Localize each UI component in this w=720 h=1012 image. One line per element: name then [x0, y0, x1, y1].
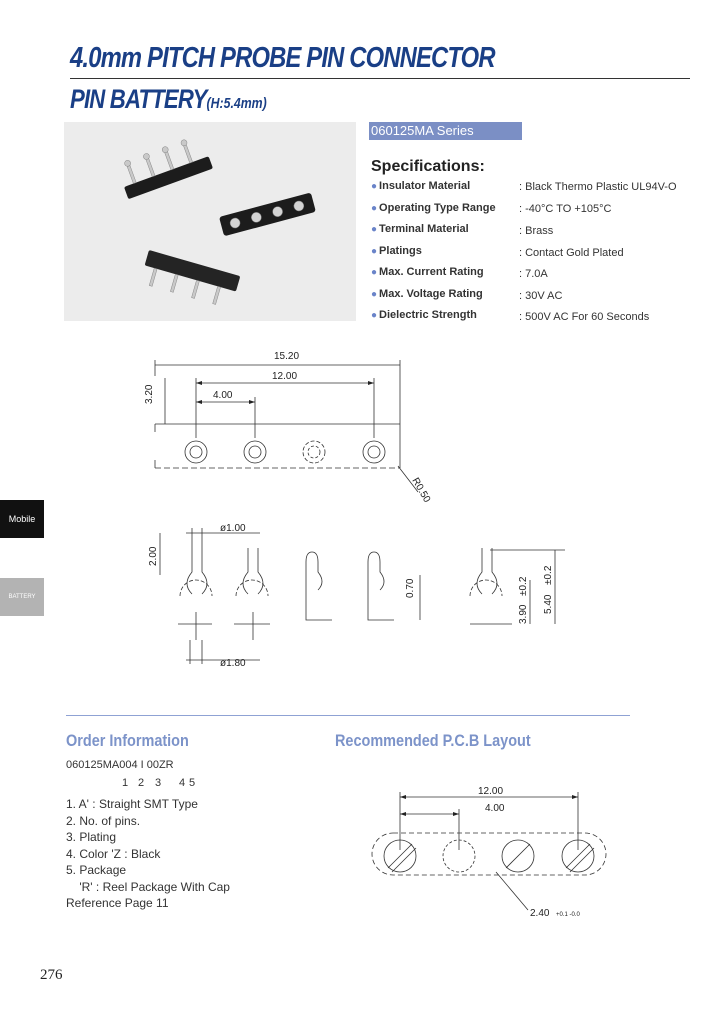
spec-value: : Black Thermo Plastic UL94V-O [519, 181, 677, 193]
spec-label: Max. Current Rating [379, 266, 484, 278]
dim-h4: 5.40 [543, 594, 554, 614]
pcb-dim-span: 12.00 [478, 786, 504, 797]
bullet-icon: ● [371, 267, 378, 278]
spec-label: Dielectric Strength [379, 309, 477, 321]
spec-label: Terminal Material [379, 223, 469, 235]
pcb-dim-pitch: 4.00 [485, 803, 505, 814]
series-label: 060125MA Series [369, 122, 522, 140]
dim-span: 12.00 [272, 371, 298, 382]
spec-value: : 7.0A [519, 268, 548, 280]
dim-h3-tol: ±0.2 [518, 576, 529, 596]
order-num: 4 [179, 777, 186, 789]
bullet-icon: ● [371, 203, 378, 214]
bullet-icon: ● [371, 224, 378, 235]
dim-height: 3.20 [144, 384, 155, 404]
spec-value: : Brass [519, 225, 554, 237]
order-line: 4. Color 'Z : Black [66, 847, 161, 861]
order-num: 3 [155, 777, 162, 789]
order-num: 1 [122, 777, 129, 789]
spec-label: Platings [379, 245, 422, 257]
dim-h3: 3.90 [518, 604, 529, 624]
order-line: 5. Package [66, 863, 127, 877]
order-line: 3. Plating [66, 830, 117, 844]
spec-label: Operating Type Range [379, 202, 496, 214]
bullet-icon: ● [371, 289, 378, 300]
order-num: 5 [189, 777, 196, 789]
order-code: 060125MA004 I 00ZR [66, 759, 174, 771]
pcb-dim-pad-tol: +0.1 -0.0 [556, 912, 580, 918]
order-num: 2 [138, 777, 145, 789]
order-line: 1. A' : Straight SMT Type [66, 797, 198, 811]
dim-total: 15.20 [274, 351, 300, 362]
tab-battery[interactable]: BATTERY [0, 578, 44, 616]
dim-h2: 0.70 [405, 578, 416, 598]
tab-mobile[interactable]: Mobile [0, 500, 44, 538]
spec-value: : -40°C TO +105°C [519, 203, 612, 215]
dim-diameter-1: ø1.00 [220, 523, 246, 534]
pcb-dim-pad: 2.40 [530, 908, 550, 919]
bullet-icon: ● [371, 246, 378, 257]
order-line: Reference Page 11 [66, 896, 169, 910]
dim-pitch: 4.00 [213, 390, 233, 401]
bullet-icon: ● [371, 181, 378, 192]
pcb-heading: Recommended P.C.B Layout [335, 731, 531, 750]
spec-label: Insulator Material [379, 180, 471, 192]
order-heading: Order Information [66, 731, 189, 750]
spec-value: : Contact Gold Plated [519, 247, 624, 259]
order-line: 2. No. of pins. [66, 814, 141, 828]
dim-diameter-2: ø1.80 [220, 658, 246, 669]
dim-radius: R0.50 [409, 476, 433, 505]
dim-h4-tol: ±0.2 [543, 565, 554, 585]
page-number: 276 [40, 967, 63, 983]
specifications-title: Specifications: [371, 158, 485, 175]
subtitle-note: (H:5.4mm) [206, 95, 267, 112]
spec-value: : 30V AC [519, 290, 563, 302]
spec-value: : 500V AC For 60 Seconds [519, 311, 650, 323]
section-divider [66, 715, 630, 716]
spec-label: Max. Voltage Rating [379, 288, 483, 300]
dim-h1: 2.00 [148, 546, 159, 566]
bullet-icon: ● [371, 310, 378, 321]
page-title: 4.0mm PITCH PROBE PIN CONNECTOR [70, 42, 495, 74]
order-line: 'R' : Reel Package With Cap [66, 880, 230, 894]
subtitle-text: PIN BATTERY [70, 84, 207, 114]
